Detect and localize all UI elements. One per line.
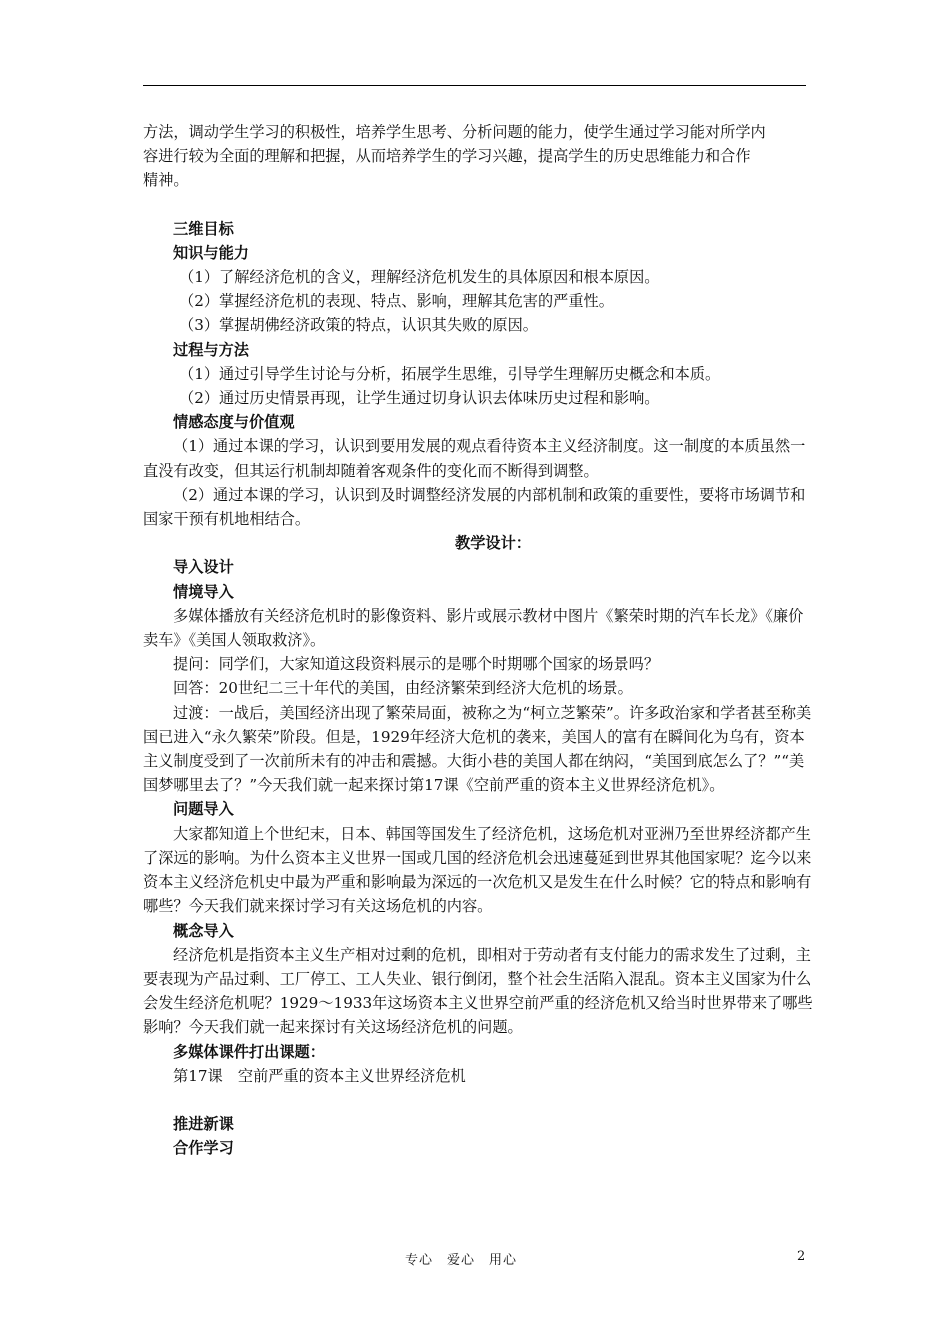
design-title: 教学设计： — [455, 534, 531, 553]
question-heading: 问题导入 — [173, 800, 234, 819]
process-item: （1）通过引导学生讨论与分析，拓展学生思维，引导学生理解历史概念和本质。 — [179, 364, 721, 383]
concept-paragraph: 经济危机是指资本主义生产相对过剩的危机，即相对于劳动者有支付能力的需求发生了过剩，主要表现为产品过剩、工厂停工、工人失业、银行倒闭，整个社会生活陷入混乱。资本主义国家为什么会发生经济危机呢？1929～1933年这场资本主义世界空前严重的经济危机又给当时世界带来了哪些影响？今天我们就一起来探讨有关这场经济危机的问题。 — [143, 945, 813, 1037]
situation-answer: 回答：20世纪二三十年代的美国，由经济繁荣到经济大危机的场景。 — [173, 679, 633, 698]
new-lesson-heading: 推进新课 — [173, 1114, 234, 1133]
knowledge-item: （3）掌握胡佛经济政策的特点，认识其失败的原因。 — [179, 316, 538, 335]
process-item: （2）通过历史情景再现，让学生通过切身认识去体味历史过程和影响。 — [179, 389, 660, 408]
intro-design-heading: 导入设计 — [173, 558, 234, 577]
emotion-heading: 情感态度与价值观 — [173, 413, 295, 432]
footer-text: 专心 爱心 用心 — [405, 1253, 518, 1268]
intro-line: 方法，调动学生学习的积极性，培养学生思考、分析问题的能力，使学生通过学习能对所学内 — [143, 123, 766, 141]
goals-title: 三维目标 — [173, 219, 234, 238]
document-body — [143, 120, 813, 1160]
knowledge-item: （2）掌握经济危机的表现、特点、影响，理解其危害的严重性。 — [179, 292, 614, 311]
process-heading: 过程与方法 — [173, 340, 249, 359]
coop-heading: 合作学习 — [173, 1139, 234, 1158]
multimedia-heading: 多媒体课件打出课题： — [173, 1042, 325, 1061]
situation-transition: 过渡：一战后，美国经济出现了繁荣局面，被称之为“柯立芝繁荣”。许多政治家和学者甚至称美国已进入“永久繁荣”阶段。但是，1929年经济大危机的袭来，美国人的富有在瞬间化为乌有，资本主义制度受到了一次前所未有的冲击和震撼。大街小巷的美国人都在纳闷，“美国到底怎么了？”“美国梦哪里去了？”今天我们就一起来探讨第17课《空前严重的资本主义世界经济危机》。 — [143, 703, 812, 795]
page-footer — [0, 1249, 950, 1269]
emotion-item: （2）通过本课的学习，认识到及时调整经济发展的内部机制和政策的重要性，要将市场调节和国家干预有机地相结合。 — [143, 485, 806, 529]
lesson-title: 第17课 空前严重的资本主义世界经济危机 — [173, 1066, 466, 1085]
intro-line: 精神。 — [143, 171, 189, 190]
header-rule — [143, 85, 806, 86]
knowledge-item: （1）了解经济危机的含义，理解经济危机发生的具体原因和根本原因。 — [179, 268, 660, 287]
concept-heading: 概念导入 — [173, 921, 234, 940]
intro-line: 容进行较为全面的理解和把握，从而培养学生的学习兴趣，提高学生的历史思维能力和合作 — [143, 147, 751, 166]
situation-paragraph: 多媒体播放有关经济危机时的影像资料、影片或展示教材中图片《繁荣时期的汽车长龙》《廉价卖车》《美国人领取救济》。 — [143, 606, 804, 650]
emotion-item: （1）通过本课的学习，认识到要用发展的观点看待资本主义经济制度。这一制度的本质虽然一直没有改变，但其运行机制却随着客观条件的变化而不断得到调整。 — [143, 437, 806, 480]
question-paragraph: 大家都知道上个世纪末，日本、韩国等国发生了经济危机，这场危机对亚洲乃至世界经济都产生了深远的影响。为什么资本主义世界一国或几国的经济危机会迅速蔓延到世界其他国家呢？迄今以来资本主义经济危机史中最为严重和影响最为深远的一次危机又是发生在什么时候？它的特点和影响有哪些？今天我们就来探讨学习有关这场危机的内容。 — [143, 824, 812, 916]
situation-question: 提问：同学们，大家知道这段资料展示的是哪个时期哪个国家的场景吗？ — [173, 655, 659, 674]
situation-heading: 情境导入 — [173, 582, 234, 601]
page-number: 2 — [797, 1249, 806, 1264]
knowledge-heading: 知识与能力 — [173, 243, 249, 262]
